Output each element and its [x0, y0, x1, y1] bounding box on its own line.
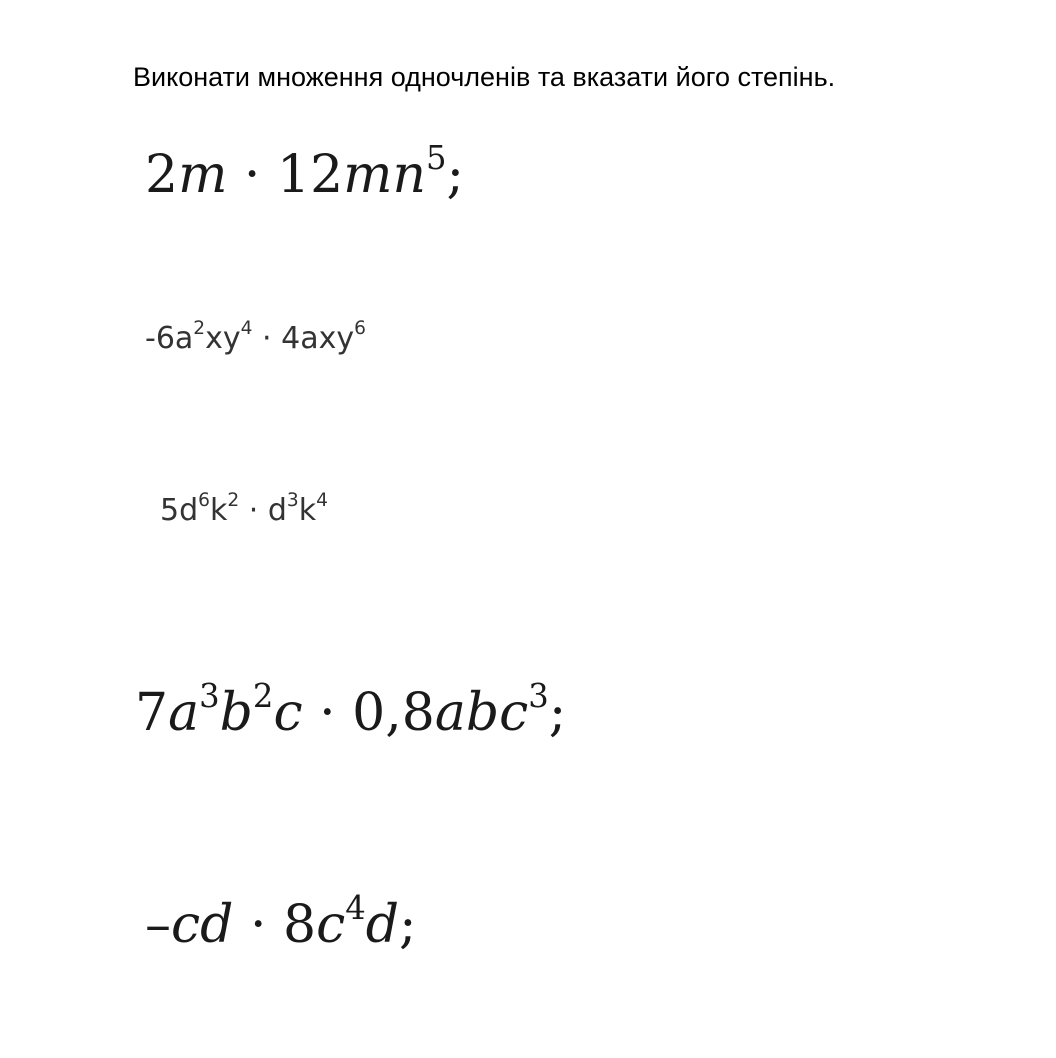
exponent: 3 — [286, 490, 299, 512]
multiplication-dot: · — [302, 683, 353, 743]
term-part: 5d — [160, 493, 199, 528]
exponent: 3 — [528, 676, 549, 715]
variable: c — [316, 895, 346, 955]
expression-1 — [145, 138, 465, 205]
variable: a — [168, 683, 200, 743]
variable: b — [219, 683, 253, 743]
term-part: -6a — [145, 321, 194, 356]
semicolon: ; — [548, 683, 567, 743]
expression-3 — [160, 490, 328, 528]
term-part: k — [209, 493, 228, 528]
semicolon: ; — [446, 145, 465, 205]
coefficient: 2 — [145, 145, 179, 205]
variable: m — [178, 145, 228, 205]
exponent: 2 — [193, 318, 206, 340]
exponent: 2 — [227, 490, 240, 512]
term-part: d — [267, 493, 287, 528]
semicolon: ; — [399, 895, 417, 955]
variable: mn — [343, 145, 426, 205]
exponent: 6 — [198, 490, 210, 512]
variable: abc — [434, 683, 529, 743]
multiplication-dot: · — [239, 493, 268, 528]
expression-4 — [135, 676, 567, 743]
exponent: 6 — [354, 318, 366, 340]
coefficient: 7 — [135, 683, 169, 743]
multiplication-dot: · — [227, 145, 277, 205]
expression-5 — [145, 888, 417, 955]
exponent: 5 — [425, 138, 447, 177]
multiplication-dot: · — [233, 895, 284, 955]
term-part: k — [298, 493, 317, 528]
term-part: xy — [205, 321, 241, 356]
exponent: 2 — [252, 676, 274, 715]
variable: c — [273, 683, 303, 743]
multiplication-dot: · — [252, 321, 282, 356]
coefficient: 12 — [277, 145, 344, 205]
exponent: 4 — [316, 490, 328, 512]
exponent: 4 — [240, 318, 253, 340]
expression-2 — [145, 318, 366, 356]
task-instruction: Виконати множення одночленів та вказати його степінь. — [133, 62, 836, 92]
minus-sign: – — [145, 895, 171, 955]
variable: d — [365, 895, 400, 955]
coefficient: 0,8 — [352, 683, 435, 743]
coefficient: 8 — [283, 895, 317, 955]
variable: cd — [171, 895, 234, 955]
exponent: 4 — [345, 888, 366, 927]
term-part: 4axy — [281, 321, 355, 356]
exponent: 3 — [199, 676, 220, 715]
